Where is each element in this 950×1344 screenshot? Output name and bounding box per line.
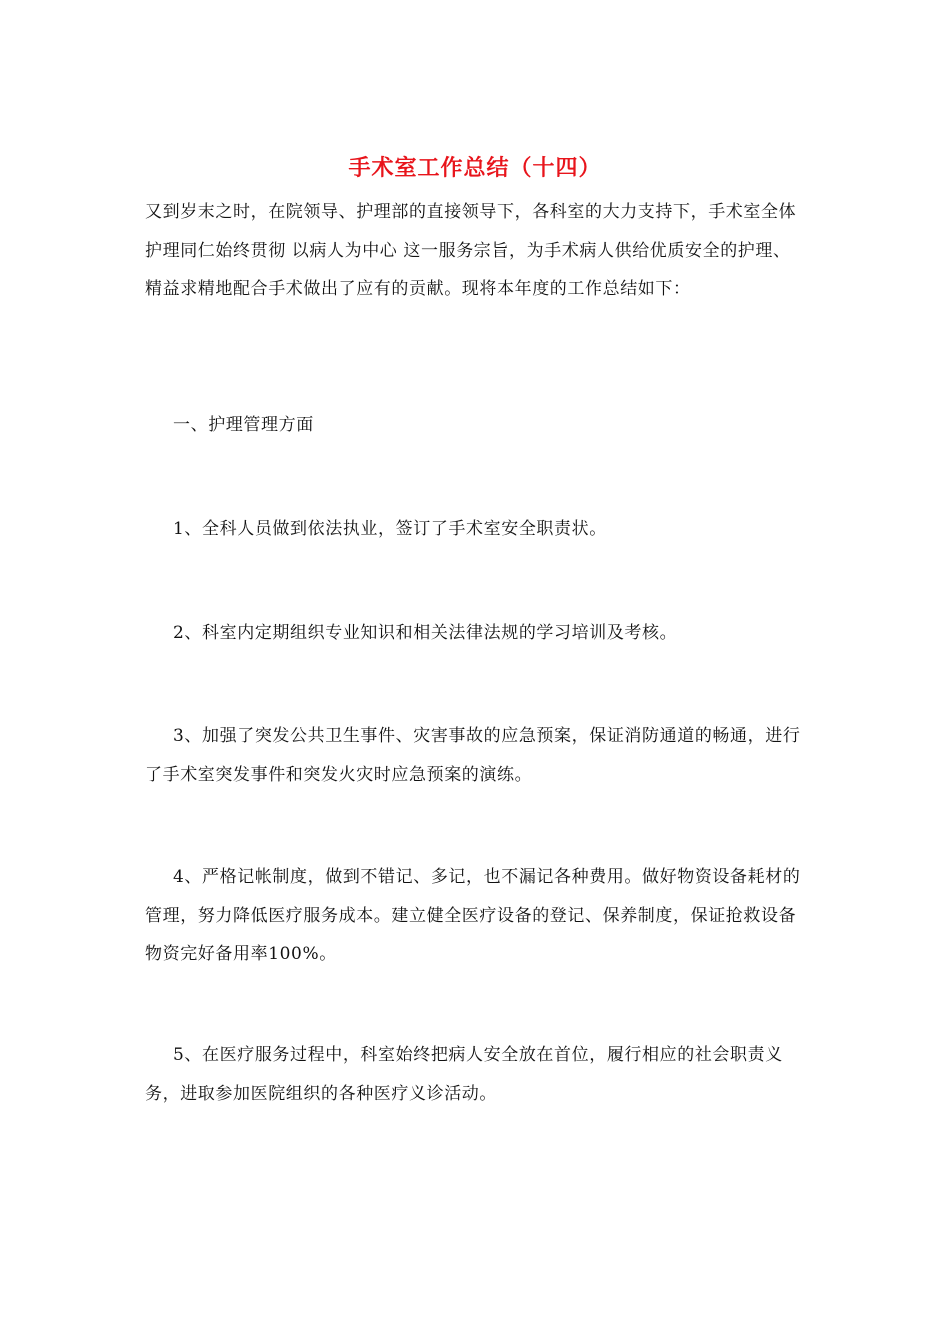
section-heading-nursing-management: 一、护理管理方面 [173,415,314,435]
list-item: 5、在医疗服务过程中，科室始终把病人安全放在首位，履行相应的社会职责义务，进取参加医院组织的各种医疗义诊活动。 [145,1045,783,1104]
list-item: 4、严格记帐制度，做到不错记、多记，也不漏记各种费用。做好物资设备耗材的管理，努力降低医疗服务成本。建立健全医疗设备的登记、保养制度，保证抢救设备物资完好备用率100%。 [145,867,801,964]
intro-paragraph: 又到岁末之时，在院领导、护理部的直接领导下，各科室的大力支持下，手术室全体护理同仁始终贯彻 以病人为中心 这一服务宗旨，为手术病人供给优质安全的护理、精益求精地配合手术做出了应有的贡献。现将本年度的工作总结如下： [145,202,797,299]
list-item: 1、全科人员做到依法执业，签订了手术室安全职责状。 [173,519,607,539]
document-title: 手术室工作总结（十四） [348,155,602,181]
list-item: 3、加强了突发公共卫生事件、灾害事故的应急预案，保证消防通道的畅通，进行了手术室突发事件和突发火灾时应急预案的演练。 [145,726,801,785]
list-item: 2、科室内定期组织专业知识和相关法律法规的学习培训及考核。 [173,623,678,643]
